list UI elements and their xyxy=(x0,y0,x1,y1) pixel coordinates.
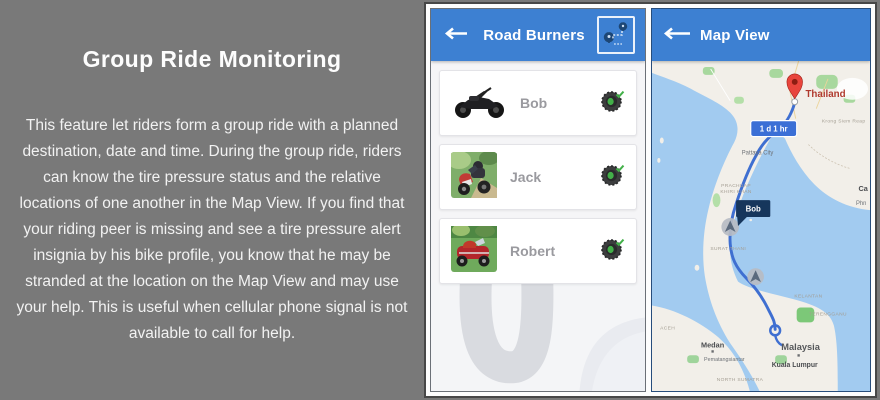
bob-motorcycle-image xyxy=(451,82,507,125)
tire-ok-icon xyxy=(601,90,625,117)
route-pins-icon xyxy=(602,20,630,51)
map-label-pematangsiantar: Pematangsiantar xyxy=(704,357,745,364)
map-label-north-sumatra: NORTH SUMATRA xyxy=(716,378,764,384)
open-map-view-button[interactable] xyxy=(597,16,635,54)
map-label-terengganu: TERENGGANU xyxy=(809,312,847,318)
rider-marker-label: Bob xyxy=(745,204,761,214)
tire-ok-icon xyxy=(601,238,625,265)
map-label-pattaya: Pattaya City xyxy=(741,150,774,157)
map-label-krong: Krong Siem Reap xyxy=(821,119,866,125)
map-screen xyxy=(651,8,871,392)
intro-title: Group Ride Monitoring xyxy=(82,46,342,72)
intro-section xyxy=(0,0,424,400)
left-arrow-icon xyxy=(443,27,469,43)
back-button[interactable] xyxy=(662,25,692,45)
robert-motorcycle-photo xyxy=(451,226,497,277)
rider-name: Bob xyxy=(520,95,548,111)
map-label-medan: Medan xyxy=(701,340,725,350)
map-label-kuala-lumpur: Kuala Lumpur xyxy=(771,362,818,370)
rider-name: Jack xyxy=(510,169,542,185)
map-label-kelantan: KELANTAN xyxy=(794,294,823,300)
map-label-malaysia: Malaysia xyxy=(781,342,820,353)
back-button[interactable] xyxy=(441,25,471,45)
rider-row-robert[interactable] xyxy=(439,218,637,284)
map-label-phnom-cropped: Phn xyxy=(855,201,867,208)
rider-row-bob[interactable] xyxy=(439,70,637,136)
map-label-prachuap1: PRACHUAP xyxy=(721,184,751,190)
map-canvas[interactable] xyxy=(652,61,870,391)
intro-body: This feature let riders form a group ride with a planned destination, date and time. During the group ride, riders can know the tire pressure status and the relative locations of one another in the Map View. If you find that your riding peer is missing and see a tire pressure alert insignia by his bike profile, you know that he may be stranded at the location on the Map View and may use your help. This is useful when cellular phone signal is not available to call for help. xyxy=(16,117,408,343)
tire-ok-icon xyxy=(601,164,625,191)
route-origin-dot xyxy=(792,99,798,105)
riders-screen xyxy=(430,8,646,392)
jack-motorcycle-photo xyxy=(451,152,497,203)
map-label-prachuap2: KHIRI KHAN xyxy=(720,190,752,196)
rider-name: Robert xyxy=(510,243,556,259)
riders-appbar xyxy=(431,9,645,61)
rider-row-jack[interactable] xyxy=(439,144,637,210)
svg-text:1 d 1 hr: 1 d 1 hr xyxy=(759,124,788,134)
rider-list xyxy=(431,61,645,391)
destination-label: Thailand xyxy=(805,88,846,100)
map-label-surat: SURAT THANI xyxy=(710,246,747,252)
kl-city-dot xyxy=(797,354,799,356)
map-label-aceh: ACEH xyxy=(660,326,676,332)
rider-marker-second xyxy=(747,268,764,285)
map-title: Map View xyxy=(700,26,770,44)
app-screenshots-frame xyxy=(424,2,877,398)
riders-title: Road Burners xyxy=(483,26,585,44)
map-appbar xyxy=(652,9,870,61)
medan-city-dot xyxy=(711,350,713,352)
duration-badge[interactable] xyxy=(751,121,797,137)
left-arrow-icon xyxy=(662,27,692,43)
map-label-cambodia-cropped: Ca xyxy=(858,184,868,194)
